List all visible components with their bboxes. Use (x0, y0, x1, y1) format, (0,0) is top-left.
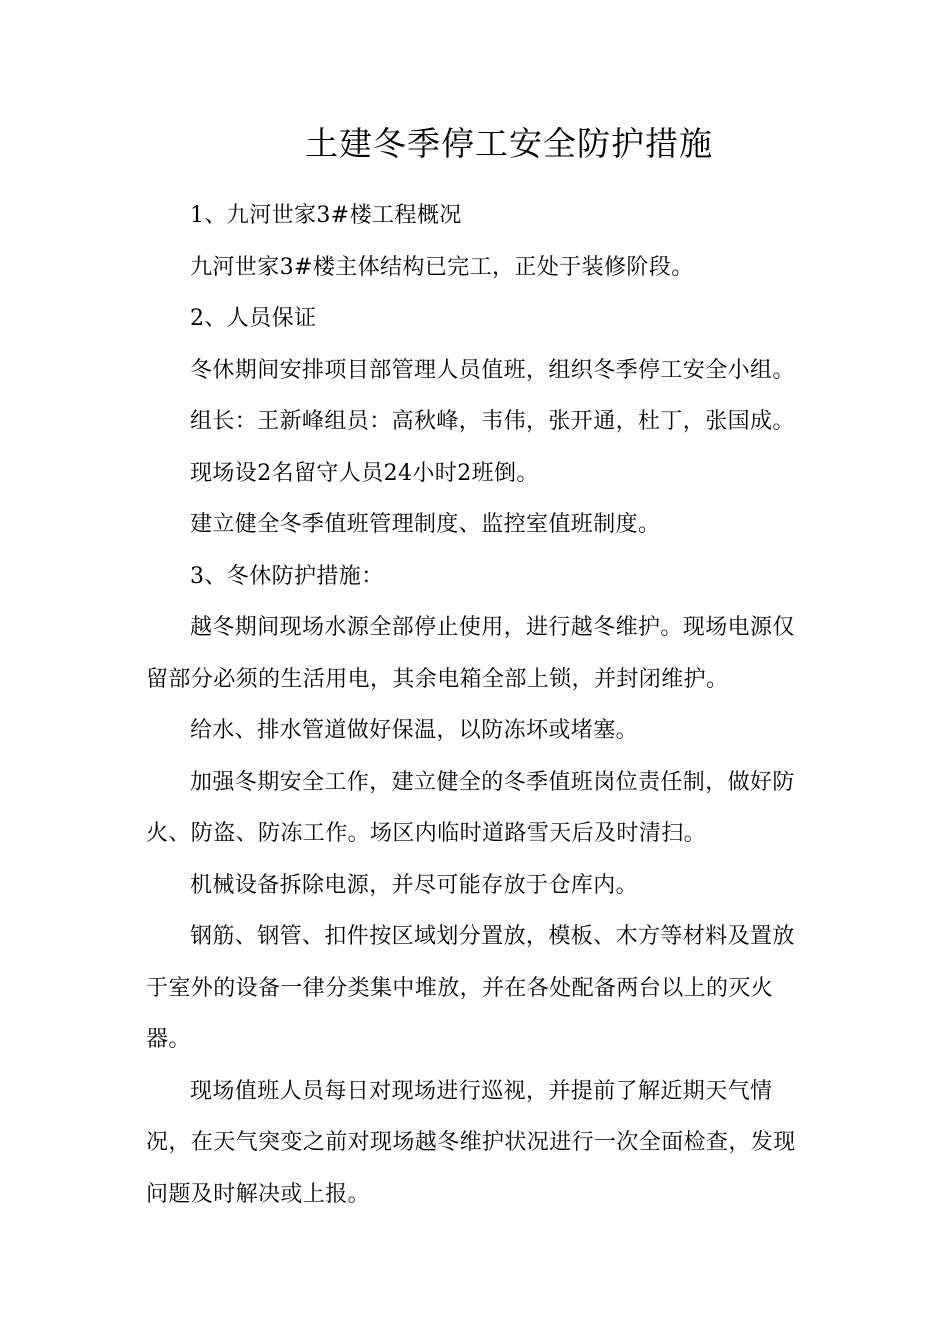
paragraph-duty-system: 建立健全冬季值班管理制度、监控室值班制度。 (190, 512, 661, 537)
paragraph-materials-storage: 钢筋、钢管、扣件按区域划分置放，模板、木方等材料及置放于室外的设备一律分类集中堆放，并在各处配备两台以上的灭火器。 (146, 924, 795, 1052)
paragraph-duty-arrangement: 冬休期间安排项目部管理人员值班，组织冬季停工安全小组。 (190, 357, 795, 383)
paragraph-machinery: 机械设备拆除电源，并尽可能存放于仓库内。 (190, 872, 639, 898)
paragraph-daily-inspection: 现场值班人员每日对现场进行巡视，并提前了解近期天气情况，在天气突变之前对现场越冬维护状况进行一次全面检查，发现问题及时解决或上报。 (146, 1078, 796, 1207)
paragraph-pipe-insulation: 给水、排水管道做好保温，以防冻坏或堵塞。 (190, 718, 639, 743)
paragraph-onsite-staff: 现场设2名留守人员24小时2班倒。 (190, 460, 539, 486)
paragraph-water-power: 越冬期间现场水源全部停止使用，进行越冬维护。现场电源仅留部分必须的生活用电，其余电箱全部上锁，并封闭维护。 (146, 615, 795, 692)
paragraph-project-status: 九河世家3#楼主体结构已完工，正处于装修阶段。 (190, 254, 694, 280)
paragraph-safety-work: 加强冬期安全工作，建立健全的冬季值班岗位责任制，做好防火、防盗、防冻工作。场区内临时道路雪天后及时清扫。 (146, 769, 795, 846)
paragraph-team-members: 组长：王新峰组员：高秋峰，韦伟，张开通，杜丁，张国成。 (190, 409, 795, 434)
document-body (146, 190, 798, 1220)
section-heading-2: 2、人员保证 (190, 306, 317, 331)
document-title: 土建冬季停工安全防护措施 (305, 124, 713, 163)
section-heading-3: 3、冬休防护措施： (190, 563, 384, 589)
section-heading-1: 1、九河世家3#楼工程概况 (190, 203, 462, 228)
